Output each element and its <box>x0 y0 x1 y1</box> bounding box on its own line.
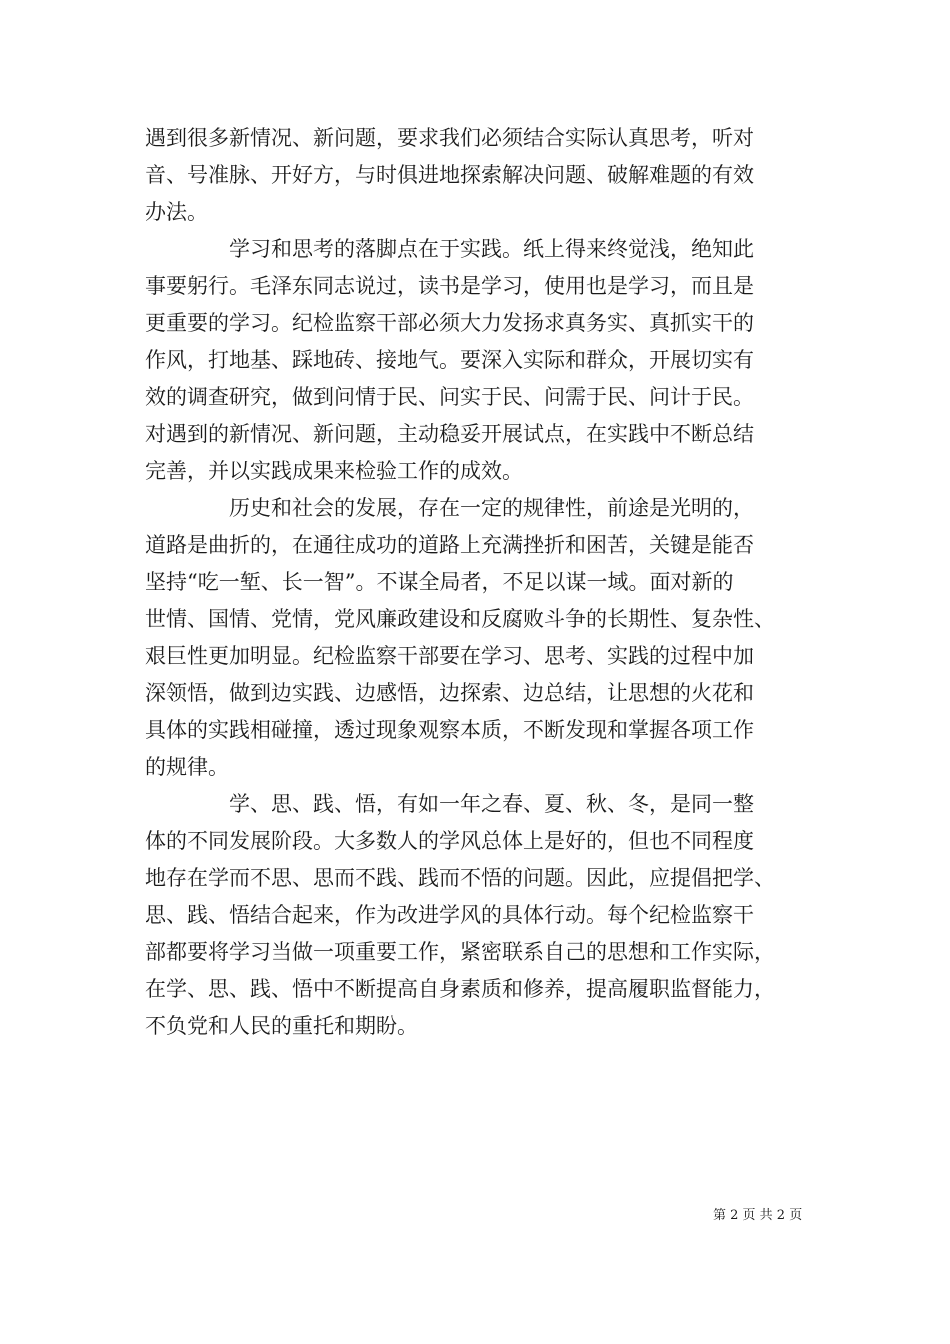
text-line: 办法。 <box>145 200 208 224</box>
text-line: 地存在学而不思、思而不践、践而不悟的问题。因此，应提倡把学、 <box>145 866 775 890</box>
body-text <box>145 120 825 1045</box>
paragraph <box>145 490 825 786</box>
text-line: 道路是曲折的，在通往成功的道路上充满挫折和困苦，关键是能否 <box>145 533 754 557</box>
text-line: 音、号准脉、开好方，与时俱进地探索解决问题、破解难题的有效 <box>145 163 754 187</box>
text-line: 对遇到的新情况、新问题，主动稳妥开展试点，在实践中不断总结 <box>145 422 754 446</box>
text-line: 学、思、践、悟，有如一年之春、夏、秋、冬，是同一整 <box>145 792 754 816</box>
text-line: 的规律。 <box>145 755 229 779</box>
text-line: 体的不同发展阶段。大多数人的学风总体上是好的，但也不同程度 <box>145 829 754 853</box>
text-line: 不负党和人民的重托和期盼。 <box>145 1014 418 1038</box>
text-line: 艰巨性更加明显。纪检监察干部要在学习、思考、实践的过程中加 <box>145 644 754 668</box>
page-number-footer: 第 2 页 共 2 页 <box>713 1208 803 1223</box>
text-line: 作风，打地基、踩地砖、接地气。要深入实际和群众，开展切实有 <box>145 348 754 372</box>
text-line: 历史和社会的发展，存在一定的规律性，前途是光明的， <box>145 496 754 520</box>
text-line: 世情、国情、党情，党风廉政建设和反腐败斗争的长期性、复杂性、 <box>145 607 775 631</box>
paragraph <box>145 786 825 1045</box>
text-line: 事要躬行。毛泽东同志说过，读书是学习，使用也是学习，而且是 <box>145 274 754 298</box>
text-line: 思、践、悟结合起来，作为改进学风的具体行动。每个纪检监察干 <box>145 903 754 927</box>
text-line: 遇到很多新情况、新问题，要求我们必须结合实际认真思考，听对 <box>145 126 754 150</box>
text-line: 在学、思、践、悟中不断提高自身素质和修养，提高履职监督能力， <box>145 977 775 1001</box>
text-line: 更重要的学习。纪检监察干部必须大力发扬求真务实、真抓实干的 <box>145 311 754 335</box>
text-line: 坚持“吃一堑、长一智”。不谋全局者，不足以谋一域。面对新的 <box>145 570 734 594</box>
text-line: 部都要将学习当做一项重要工作，紧密联系自己的思想和工作实际， <box>145 940 775 964</box>
text-line: 具体的实践相碰撞，透过现象观察本质，不断发现和掌握各项工作 <box>145 718 754 742</box>
text-line: 效的调查研究，做到问情于民、问实于民、问需于民、问计于民。 <box>145 385 754 409</box>
paragraph <box>145 120 825 231</box>
text-line: 完善，并以实践成果来检验工作的成效。 <box>145 459 523 483</box>
text-line: 深领悟，做到边实践、边感悟，边探索、边总结，让思想的火花和 <box>145 681 754 705</box>
paragraph <box>145 231 825 490</box>
text-line: 学习和思考的落脚点在于实践。纸上得来终觉浅，绝知此 <box>145 237 754 261</box>
